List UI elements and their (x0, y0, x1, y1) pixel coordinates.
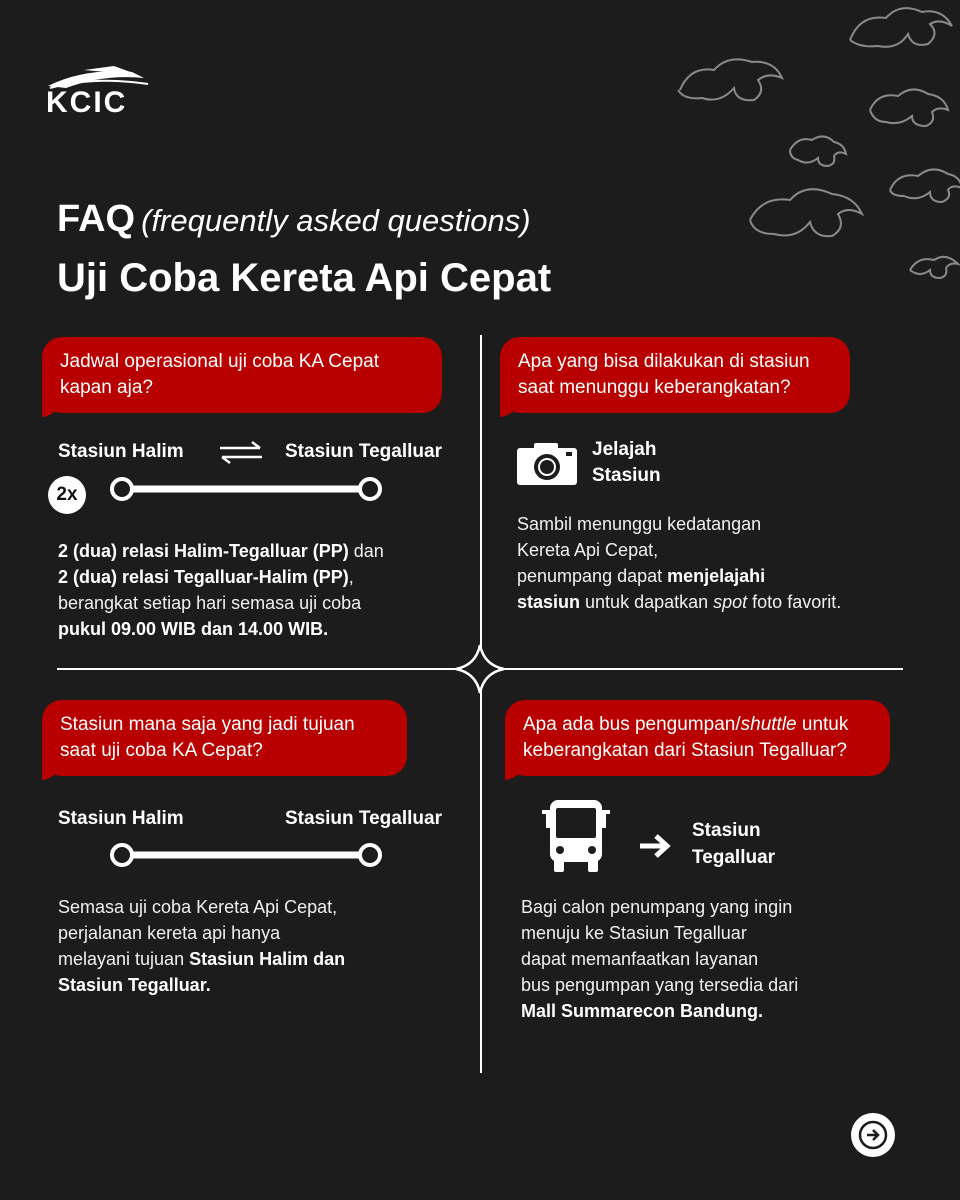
brand-logo-text: KCIC (46, 86, 128, 119)
destination-line2: Tegalluar (692, 847, 776, 868)
frequency-badge: 2x (48, 476, 86, 514)
feature-label-line1: Jelajah (592, 439, 657, 460)
question-text: Stasiun mana saja yang jadi tujuan saat uji coba KA Cepat? (60, 714, 355, 761)
feature-label-line2: Stasiun (592, 465, 661, 486)
question-bubble-schedule (42, 337, 442, 413)
sparkle-icon (454, 643, 506, 695)
destination-line1: Stasiun (692, 820, 761, 841)
station-from-label: Stasiun Halim (58, 441, 184, 462)
question-text: Jadwal operasional uji coba KA Cepat kapan aja? (60, 351, 379, 398)
station-to-label: Stasiun Tegalluar (285, 441, 442, 462)
question-bubble-activities (500, 337, 850, 413)
question-bubble-destinations (42, 700, 407, 776)
station-to-label: Stasiun Tegalluar (285, 808, 442, 829)
swap-arrows-icon (216, 440, 266, 464)
answer-destinations: Semasa uji coba Kereta Api Cepat, perjalanan kereta api hanya melayani tujuan Stasiun Halim dan Stasiun Tegalluar. (58, 897, 346, 995)
vertical-divider (480, 335, 482, 1073)
arrow-right-icon (638, 832, 672, 860)
question-text: Apa yang bisa dilakukan di stasiun saat menunggu keberangkatan? (518, 351, 810, 398)
route-line (108, 474, 384, 504)
title-bold: FAQ (57, 198, 136, 240)
next-arrow-icon[interactable] (850, 1112, 896, 1158)
bus-icon (540, 798, 612, 874)
cloud-pattern-icon (660, 0, 960, 310)
route-line (108, 840, 384, 870)
camera-icon (516, 442, 578, 486)
title-italic: (frequently asked questions) (141, 203, 531, 238)
page-title (57, 198, 531, 241)
answer-shuttle: Bagi calon penumpang yang ingin menuju ke Stasiun Tegalluar dapat memanfaatkan layanan bus pengumpan yang tersedia dari Mall Summarecon Bandung. (521, 897, 799, 1021)
station-from-label: Stasiun Halim (58, 808, 184, 829)
answer-activities: Sambil menunggu kedatangan Kereta Api Cepat, penumpang dapat menjelajahi stasiun untuk dapatkan spot foto favorit. (517, 514, 842, 612)
question-bubble-shuttle (505, 700, 890, 776)
answer-schedule: 2 (dua) relasi Halim-Tegalluar (PP) dan 2 (dua) relasi Tegalluar-Halim (PP), berangkat setiap hari semasa uji coba pukul 09.00 WIB dan 14.00 WIB. (58, 541, 384, 639)
question-text: Apa ada bus pengumpan/shuttle untuk keberangkatan dari Stasiun Tegalluar? (523, 714, 849, 761)
page-subtitle: Uji Coba Kereta Api Cepat (57, 256, 552, 300)
